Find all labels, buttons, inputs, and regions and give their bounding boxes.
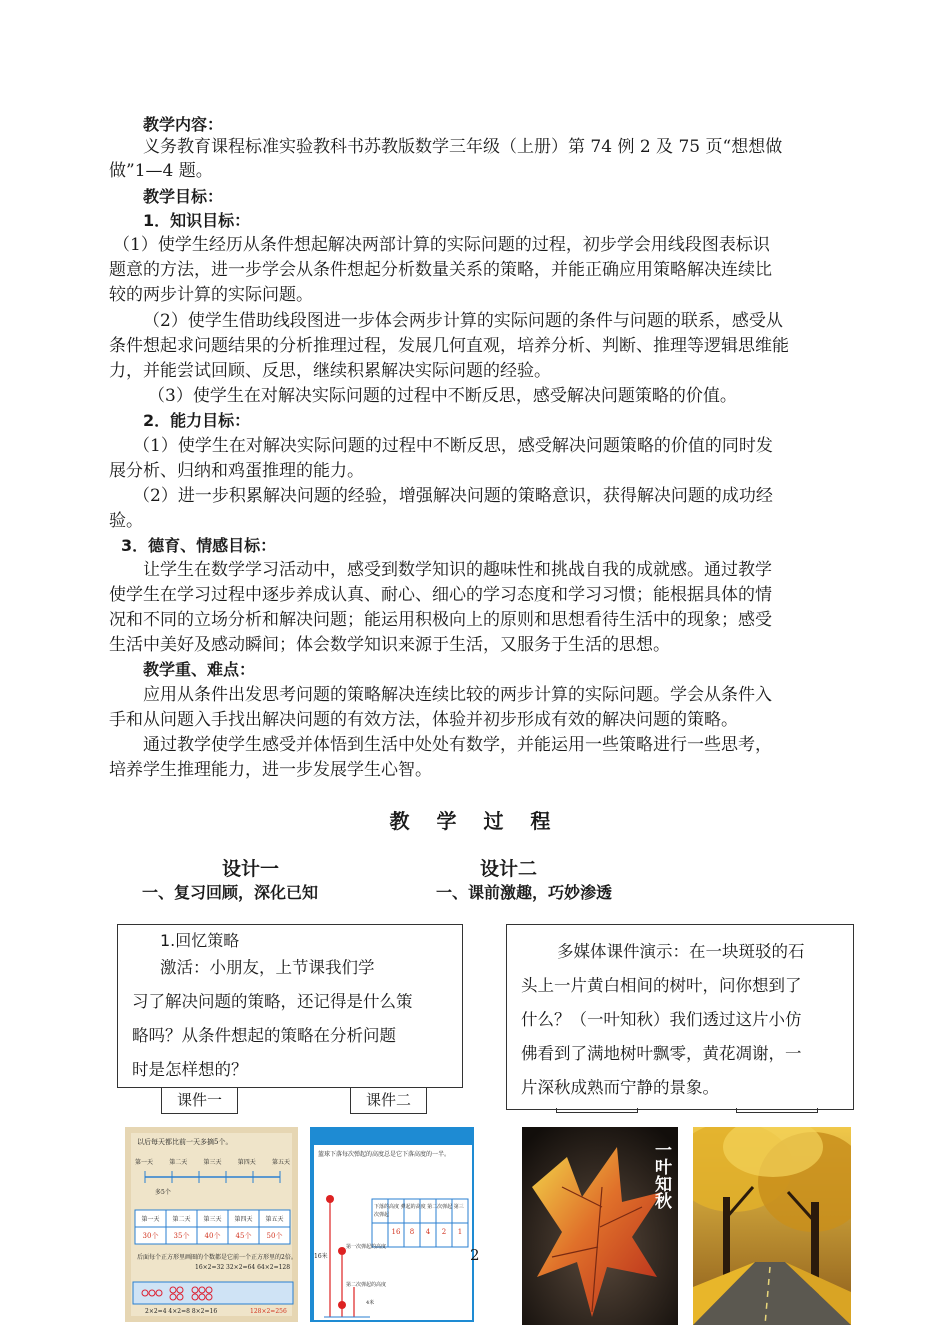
- design1-box-l1: 1.回忆策略: [160, 931, 240, 950]
- slide1-value-3: 40个: [204, 1232, 221, 1240]
- autumn-road-image: [693, 1127, 851, 1325]
- keypoints-p2-l1: 通过教学使学生感受并体悟到生活中处处有数学，并能运用一些策略进行一些思考，: [143, 735, 772, 755]
- knowledge-p2-l1: （2）使学生借助线段图进一步体会两步计算的实际问题的条件与问题的联系，感受从: [143, 311, 783, 331]
- slide2-mid-label-1: 第一次弹起的高度: [346, 1244, 387, 1250]
- slide1-day-2: 第二天: [169, 1159, 188, 1166]
- ability-heading: 2．能力目标：: [143, 411, 251, 430]
- keypoints-heading: 教学重、难点：: [143, 660, 256, 679]
- page-number: 2: [470, 1246, 480, 1264]
- design2-box-l4: 佛看到了满地树叶飘零，黄花凋谢，一: [521, 1044, 802, 1063]
- slide1-header-4: 第四天: [234, 1216, 253, 1223]
- design2-tag-stub-1: [556, 1108, 638, 1113]
- knowledge-p3: （3）使学生在对解决实际问题的过程中不断反思，感受解决问题策略的价值。: [148, 386, 737, 406]
- goals-heading: 教学目标：: [143, 187, 224, 206]
- slide2-mid-label-2: 第二次弹起的高度: [346, 1282, 387, 1288]
- moral-heading: 3．德育、情感目标：: [121, 536, 277, 555]
- slide1-header-1: 第一天: [141, 1216, 160, 1223]
- slide1-values-row: [135, 1231, 290, 1241]
- slide2-cell-3: 4: [425, 1228, 431, 1236]
- slide1-value-4: 45个: [235, 1232, 252, 1240]
- slide2-cell-4: 2: [441, 1228, 447, 1236]
- design1-box-l3: 习了解决问题的策略，还记得是什么策: [132, 992, 413, 1011]
- keypoints-p1-l1: 应用从条件出发思考问题的策略解决连续比较的两步计算的实际问题。学会从条件入: [143, 685, 772, 705]
- design1-title: 设计一: [222, 858, 280, 880]
- courseware-1-thumbnail: [125, 1127, 298, 1322]
- knowledge-p2-l2: 条件想起求问题结果的分析推理过程，发展几何直观，培养分析、判断、推理等逻辑思维能: [109, 336, 789, 356]
- slide2-top-text: 篮球下落每次弹起的高度总是它下落高度的一半。: [318, 1151, 451, 1158]
- slide1-top-text: 以后每天都比前一天多摘5个。: [137, 1138, 233, 1146]
- ability-p2-l1: （2）进一步积累解决问题的经验，增强解决问题的策略意识，获得解决问题的成功经: [133, 486, 773, 506]
- design2-tag-stub-2: [736, 1108, 818, 1113]
- slide1-header-5: 第五天: [265, 1216, 284, 1223]
- slide1-header-row: [135, 1214, 290, 1223]
- leaf-caption: 一叶知秋: [651, 1141, 671, 1209]
- knowledge-heading: 1．知识目标：: [143, 211, 251, 230]
- slide2-header-row: 下落的高度 弹起的高度 第二次弹起 第三次弹起: [374, 1204, 464, 1218]
- design2-title: 设计二: [480, 858, 538, 880]
- keypoints-p2-l2: 培养学生推理能力，进一步发展学生心智。: [109, 760, 432, 780]
- slide1-day-4: 第四天: [237, 1159, 256, 1166]
- leaf-image: [522, 1127, 678, 1325]
- slide1-header-2: 第二天: [172, 1216, 191, 1223]
- design2-box-l3: 什么？（一叶知秋）我们透过这片小仿: [521, 1010, 802, 1029]
- slide1-plus-label: 多5个: [155, 1189, 171, 1196]
- design2-box-l2: 头上一片黄白相间的树叶，问你想到了: [521, 976, 802, 995]
- design1-box-l5: 时是怎样想的？: [132, 1060, 248, 1079]
- moral-l2: 使学生在学习过程中逐步养成认真、耐心、细心的学习态度和学习习惯；能根据具体的情: [109, 585, 772, 605]
- slide2-left-label: 16米: [314, 1253, 328, 1260]
- slide1-bottom-text: 后面每个正方形里画圈的个数都是它前一个正方形里的2倍。: [137, 1254, 297, 1261]
- moral-l1: 让学生在数学学习活动中，感受到数学知识的趣味性和挑战自我的成就感。通过教学: [143, 560, 772, 580]
- slide1-value-2: 35个: [173, 1232, 190, 1240]
- slide2-cell-5: 1: [457, 1228, 463, 1236]
- design2-box-l5: 片深秋成熟而宁静的景象。: [521, 1078, 719, 1097]
- slide1-formula: 16×2=32 32×2=64 64×2=128: [195, 1264, 291, 1271]
- courseware-2-thumbnail: [310, 1127, 474, 1322]
- knowledge-p2-l3: 力，并能尝试回顾、反思，继续积累解决实际问题的经验。: [109, 361, 551, 381]
- design1-subtitle: 一、复习回顾，深化已知: [142, 883, 319, 902]
- slide1-header-3: 第三天: [203, 1216, 222, 1223]
- content-heading: 教学内容：: [143, 115, 224, 134]
- autumn-graphic: [693, 1127, 851, 1325]
- design2-subtitle: 一、课前激趣，巧妙渗透: [436, 883, 613, 902]
- slide2-cells-row: [372, 1228, 468, 1236]
- knowledge-p1-l1: （1）使学生经历从条件想起解决两部计算的实际问题的过程，初步学会用线段图表标识: [113, 235, 770, 255]
- slide1-value-5: 50个: [266, 1232, 283, 1240]
- content-line-2: 做”1—4 题。: [109, 161, 213, 181]
- design1-box: [117, 924, 463, 1088]
- slide1-value-1: 30个: [142, 1232, 159, 1240]
- knowledge-p1-l2: 题意的方法，进一步学会从条件想起分析数量关系的策略，并能正确应用策略解决连续比: [109, 260, 772, 280]
- design2-box: [506, 924, 854, 1110]
- moral-l4: 生活中美好及感动瞬间；体会数学知识来源于生活，又服务于生活的思想。: [109, 635, 670, 655]
- ability-p1-l2: 展分析、归纳和鸡蛋推理的能力。: [109, 461, 364, 481]
- design1-box-l4: 略吗？从条件想起的策略在分析问题: [132, 1026, 396, 1045]
- ability-p2-l2: 验。: [109, 511, 143, 531]
- content-line-1: 义务教育课程标准实验教科书苏教版数学三年级（上册）第 74 例 2 及 75 页“想想做: [143, 137, 783, 157]
- slide1-row2: 2×2=4 4×2=8 8×2=16: [145, 1308, 218, 1315]
- slide2-cell-1: 16: [391, 1228, 401, 1236]
- design1-box-l2: 激活：小朋友，上节课我们学: [160, 958, 375, 977]
- courseware-1-tag: 课件一: [161, 1087, 238, 1114]
- slide2-cell-2: 8: [409, 1228, 415, 1236]
- slide2-small-label: 4米: [366, 1300, 375, 1306]
- ability-p1-l1: （1）使学生在对解决实际问题的过程中不断反思，感受解决问题策略的价值的同时发: [133, 436, 773, 456]
- moral-l3: 况和不同的立场分析和解决问题；能运用积极向上的原则和思想看待生活中的现象；感受: [109, 610, 772, 630]
- courseware-2-tag: 课件二: [350, 1087, 427, 1114]
- design2-box-l1: 多媒体课件演示：在一块斑驳的石: [557, 942, 805, 961]
- slide1-day-1: 第一天: [135, 1159, 154, 1166]
- slide1-day-5: 第五天: [271, 1159, 290, 1166]
- knowledge-p1-l3: 较的两步计算的实际问题。: [109, 285, 313, 305]
- process-title: 教 学 过 程: [389, 809, 561, 833]
- slide1-right-value: 128×2=256: [250, 1308, 287, 1315]
- slide1-day-3: 第三天: [203, 1159, 222, 1166]
- keypoints-p1-l2: 手和从问题入手找出解决问题的有效方法，体验并初步形成有效的解决问题的策略。: [109, 710, 738, 730]
- slide1-days: [135, 1157, 290, 1166]
